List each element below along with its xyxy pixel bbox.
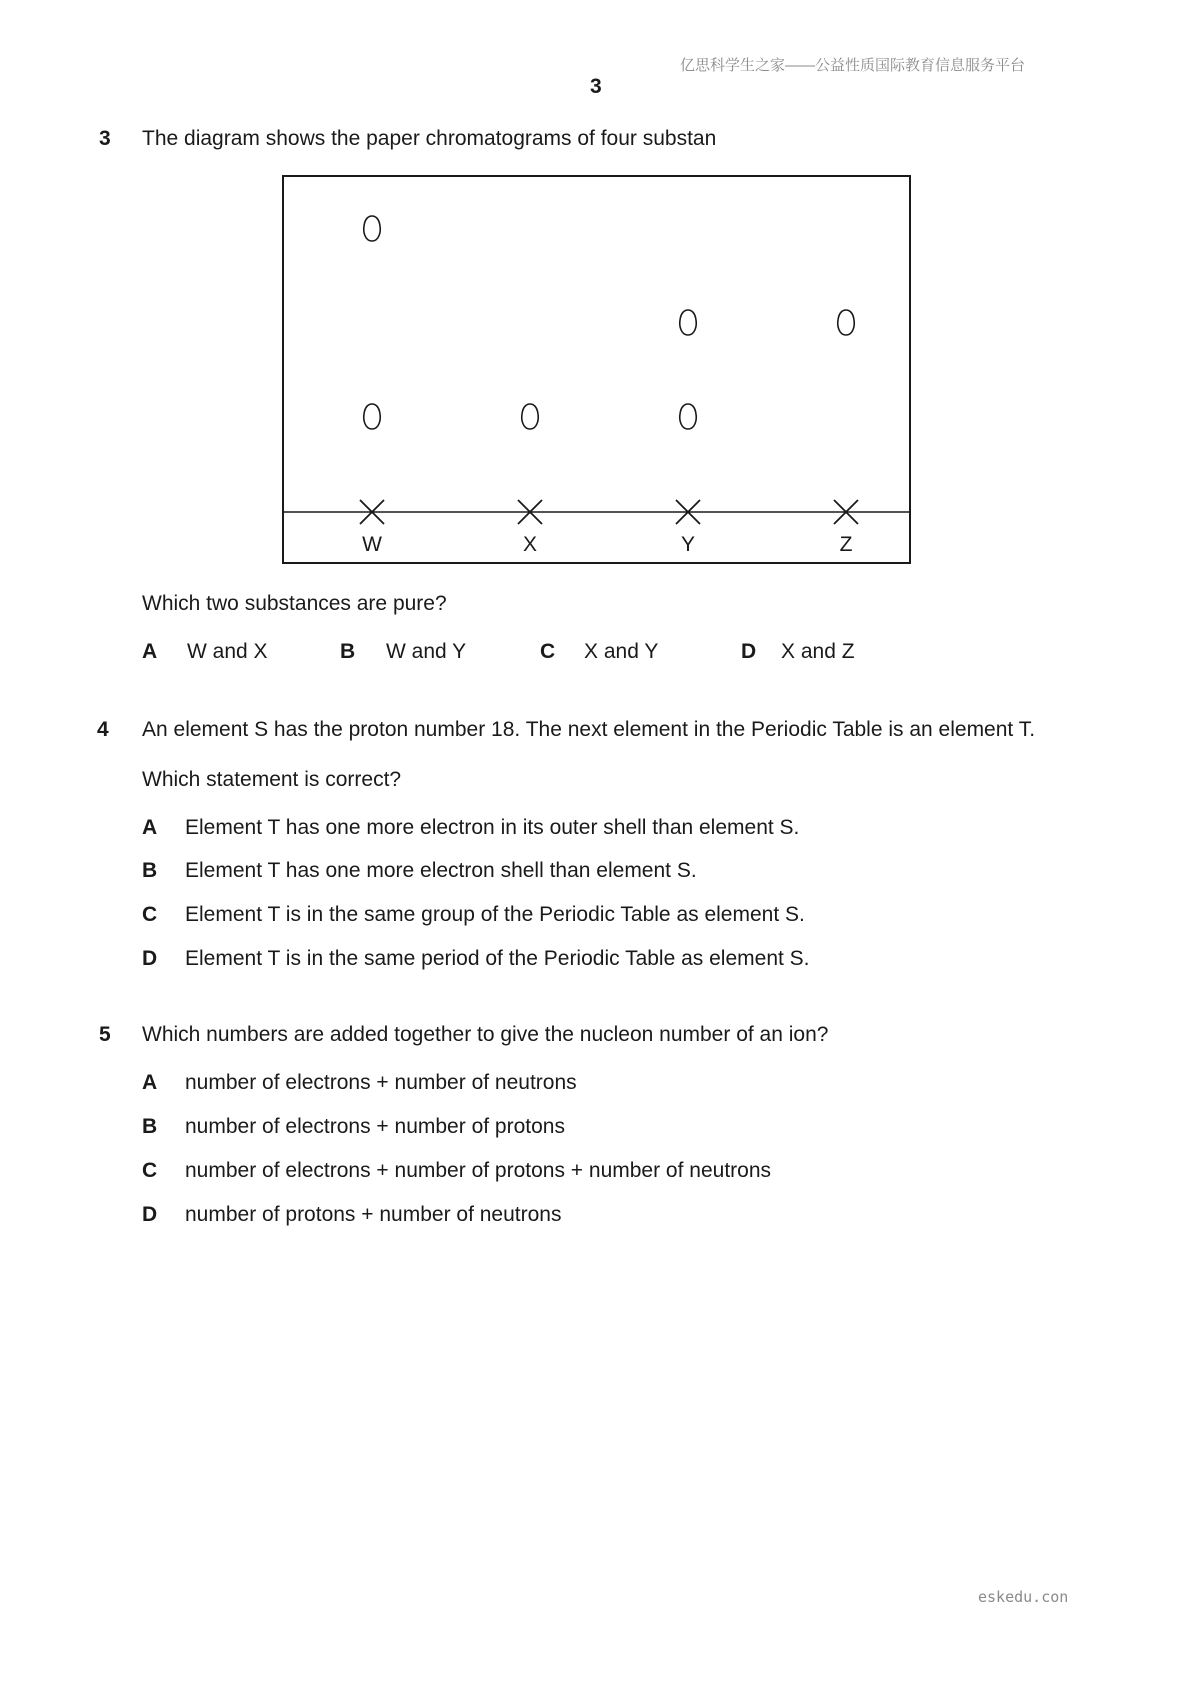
- question-4-prompt: Which statement is correct?: [142, 768, 402, 791]
- question-3-text: The diagram shows the paper chromatograms of four substan: [142, 127, 717, 150]
- q4-option-c-letter: C: [142, 903, 158, 926]
- q5-option-c-text: number of electrons + number of protons + number of neutrons: [185, 1159, 772, 1182]
- q5-option-d-letter: D: [142, 1203, 158, 1226]
- q5-option-a-letter: A: [142, 1071, 158, 1094]
- spot-z-1: [838, 310, 854, 335]
- lane-label-y: Y: [680, 533, 696, 556]
- q4-option-a-letter: A: [142, 816, 158, 839]
- spot-w-2: [364, 404, 380, 429]
- q3-option-b-text: W and Y: [386, 640, 467, 663]
- spot-y-2: [680, 404, 696, 429]
- q3-option-c-text: X and Y: [584, 640, 659, 663]
- watermark-text: 亿思科学生之家——公益性质国际教育信息服务平台: [680, 57, 1026, 74]
- spot-w-1: [364, 216, 380, 241]
- question-4-text: An element S has the proton number 18. The next element in the Periodic Table is an element T.: [142, 718, 1036, 741]
- q3-option-a-letter: A: [142, 640, 158, 663]
- q4-option-d-letter: D: [142, 947, 158, 970]
- q4-option-b-letter: B: [142, 859, 158, 882]
- q3-option-a-text: W and X: [187, 640, 268, 663]
- q4-option-d-text: Element T is in the same period of the Periodic Table as element S.: [185, 947, 810, 970]
- question-3-prompt: Which two substances are pure?: [142, 592, 447, 615]
- q3-option-b-letter: B: [340, 640, 356, 663]
- page-number: 3: [590, 75, 602, 98]
- question-5-text: Which numbers are added together to give the nucleon number of an ion?: [142, 1023, 829, 1046]
- q4-option-b-text: Element T has one more electron shell than element S.: [185, 859, 697, 882]
- chromatogram-diagram: [282, 175, 914, 567]
- lane-label-z: Z: [839, 533, 853, 556]
- q5-option-d-text: number of protons + number of neutrons: [185, 1203, 562, 1226]
- footer-site: eskedu.con: [978, 1588, 1069, 1606]
- q4-option-a-text: Element T has one more electron in its outer shell than element S.: [185, 816, 800, 839]
- q3-option-d-text: X and Z: [781, 640, 855, 663]
- q5-option-a-text: number of electrons + number of neutrons: [185, 1071, 577, 1094]
- lane-label-w: W: [362, 533, 382, 556]
- q5-option-c-letter: C: [142, 1159, 158, 1182]
- spot-y-1: [680, 310, 696, 335]
- q5-option-b-text: number of electrons + number of protons: [185, 1115, 565, 1138]
- question-3-number: 3: [99, 127, 111, 150]
- lane-label-x: X: [522, 533, 538, 556]
- q3-option-c-letter: C: [540, 640, 556, 663]
- question-4-number: 4: [97, 718, 109, 741]
- chromatography-paper: [283, 176, 910, 563]
- spot-x-1: [522, 404, 538, 429]
- q3-option-d-letter: D: [741, 640, 757, 663]
- q5-option-b-letter: B: [142, 1115, 158, 1138]
- q4-option-c-text: Element T is in the same group of the Periodic Table as element S.: [185, 903, 805, 926]
- question-5-number: 5: [99, 1023, 111, 1046]
